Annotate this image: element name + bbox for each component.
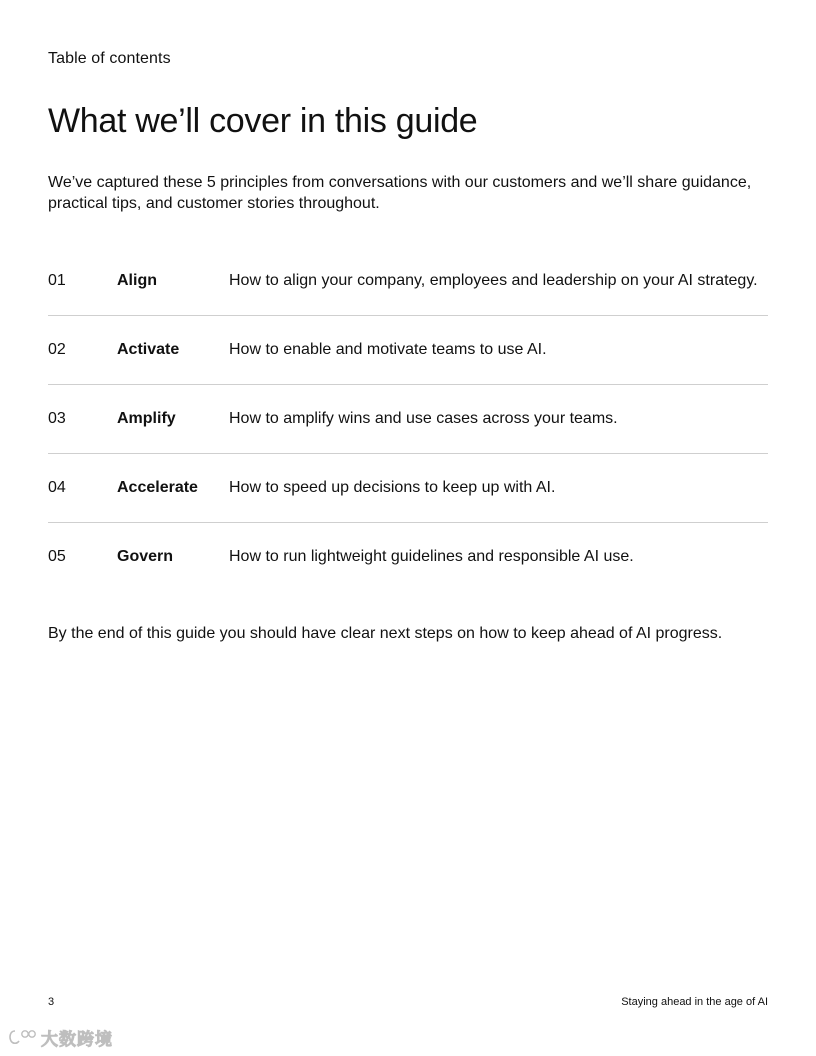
toc-description: How to enable and motivate teams to use AI. [229, 341, 547, 358]
toc-description: How to run lightweight guidelines and responsible AI use. [229, 548, 634, 565]
toc-description: How to amplify wins and use cases across your teams. [229, 410, 618, 427]
toc-name: Amplify [117, 410, 176, 427]
toc-number: 02 [48, 341, 66, 358]
toc-name: Govern [117, 548, 174, 565]
intro-paragraph: We’ve captured these 5 principles from conversations with our customers and we’ll share guidance, practical tips, and customer stories throughout. [48, 174, 752, 212]
toc-number: 01 [48, 272, 66, 289]
toc-row [48, 523, 768, 591]
toc-row [48, 454, 768, 523]
toc-row [48, 316, 768, 385]
footer-page-number: 3 [48, 996, 55, 1008]
toc-description: How to align your company, employees and leadership on your AI strategy. [229, 272, 758, 289]
toc-row [48, 385, 768, 454]
page-title: What we’ll cover in this guide [48, 102, 478, 140]
toc-number: 05 [48, 548, 66, 565]
watermark-logo-icon [8, 1028, 38, 1051]
toc-row [48, 247, 768, 316]
outro-paragraph: By the end of this guide you should have clear next steps on how to keep ahead of AI progress. [48, 625, 723, 642]
toc-description: How to speed up decisions to keep up with AI. [229, 479, 556, 496]
toc-list [48, 247, 768, 591]
watermark-text: 大数跨境 [41, 1029, 113, 1049]
toc-name: Activate [117, 341, 180, 358]
toc-name: Accelerate [117, 479, 198, 496]
toc-number: 04 [48, 479, 66, 496]
toc-number: 03 [48, 410, 66, 427]
section-label: Table of contents [48, 50, 171, 67]
toc-name: Align [117, 272, 157, 289]
watermark [8, 1028, 113, 1051]
footer-document-title: Staying ahead in the age of AI [621, 996, 768, 1008]
